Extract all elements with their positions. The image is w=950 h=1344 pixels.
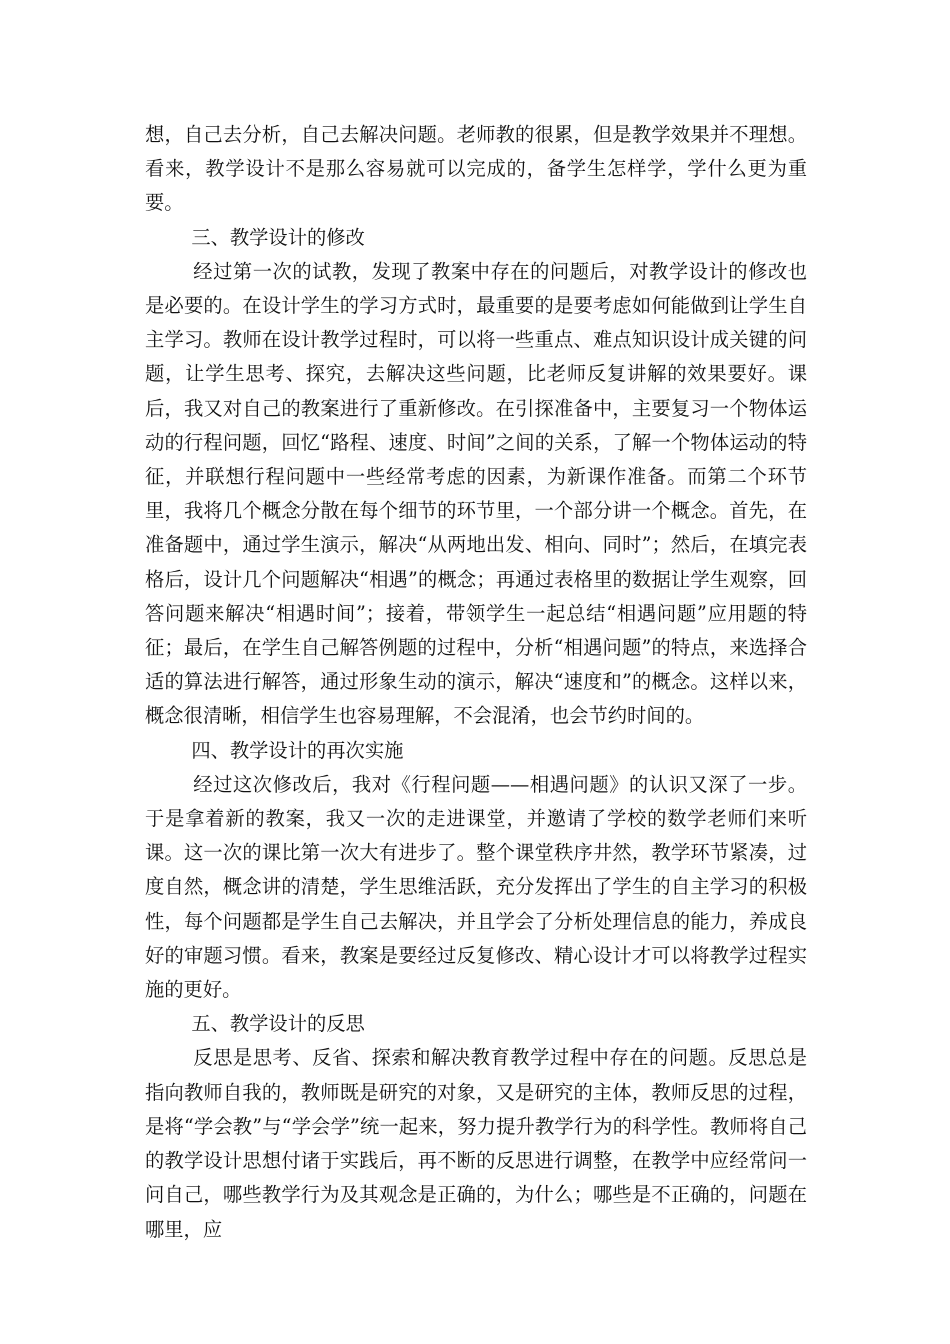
- body-paragraph: 反思是思考、反省、探索和解决教育教学过程中存在的问题。反思总是指向教师自我的，教师既是研究的对象，又是研究的主体，教师反思的过程，是将“学会教”与“学会学”统一起来，努力提升教学行为的科学性。教师将自己的教学设计思想付诸于实践后，再不断的反思进行调整，在教学中应经常问一问自己，哪些教学行为及其观念是正确的，为什么；哪些是不正确的，问题在哪里，应: [145, 1046, 807, 1241]
- section-heading-reflection: 五、教学设计的反思: [191, 1012, 365, 1036]
- section-heading-revision: 三、教学设计的修改: [191, 225, 365, 249]
- section-heading-reimplementation: 四、教学设计的再次实施: [191, 738, 404, 762]
- body-paragraph: 经过这次修改后，我对《行程问题——相遇问题》的认识又深了一步。于是拿着新的教案，我又一次的走进课堂，并邀请了学校的数学老师们来听课。这一次的课比第一次大有进步了。整个课堂秩序井然，教学环节紧凑，过度自然，概念讲的清楚，学生思维活跃，充分发挥出了学生的自主学习的积极性，每个问题都是学生自己去解决，并且学会了分析处理信息的能力，养成良好的审题习惯。看来，教案是要经过反复修改、精心设计才可以将教学过程实施的更好。: [145, 772, 807, 1002]
- document-page: [145, 118, 807, 1247]
- body-paragraph-continued: 想，自己去分析，自己去解决问题。老师教的很累，但是教学效果并不理想。看来，教学设计不是那么容易就可以完成的，备学生怎样学，学什么更为重要。: [145, 123, 807, 215]
- body-paragraph: 经过第一次的试教，发现了教案中存在的问题后，对教学设计的修改也是必要的。在设计学生的学习方式时，最重要的是要考虑如何能做到让学生自主学习。教师在设计教学过程时，可以将一些重点、难点知识设计成关键的问题，让学生思考、探究，去解决这些问题，比老师反复讲解的效果要好。课后，我又对自己的教案进行了重新修改。在引探准备中，主要复习一个物体运动的行程问题，回忆“路程、速度、时间”之间的关系，了解一个物体运动的特征，并联想行程问题中一些经常考虑的因素，为新课作准备。而第二个环节里，我将几个概念分散在每个细节的环节里，一个部分讲一个概念。首先，在准备题中，通过学生演示，解决“从两地出发、相向、同时”；然后，在填完表格后，设计几个问题解决“相遇”的概念；再通过表格里的数据让学生观察，回答问题来解决“相遇时间”；接着，带领学生一起总结“相遇问题”应用题的特征；最后，在学生自己解答例题的过程中，分析“相遇问题”的特点，来选择合适的算法进行解答，通过形象生动的演示，解决“速度和”的概念。这样以来，概念很清晰，相信学生也容易理解，不会混淆，也会节约时间的。: [145, 259, 807, 728]
